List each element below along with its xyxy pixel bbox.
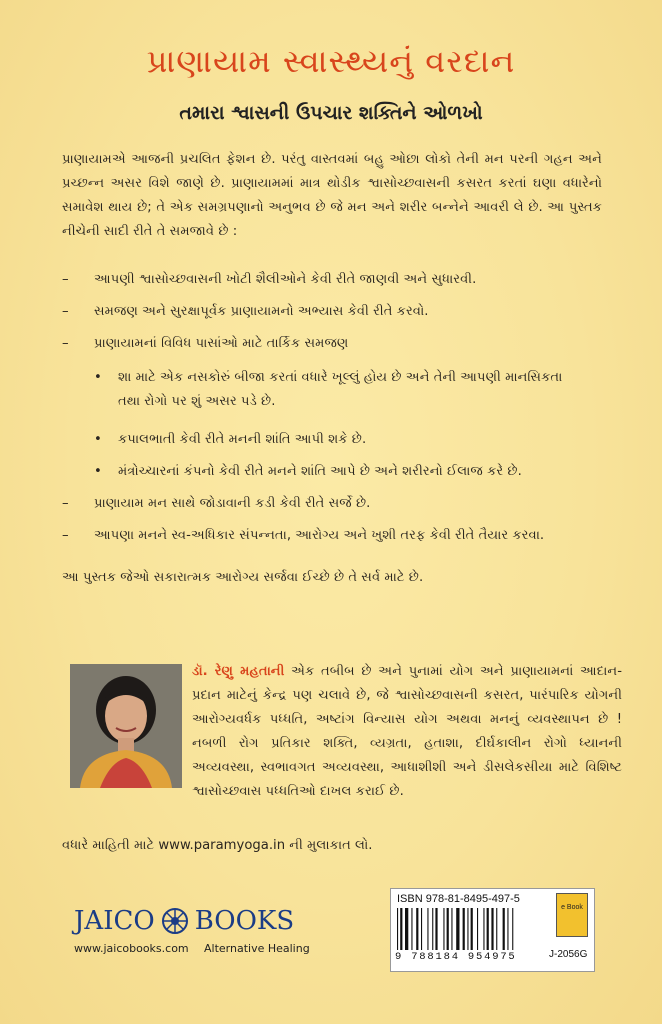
sub-list-item (94, 366, 574, 414)
intro-paragraph: પ્રાણાયામએ આજની પ્રચલિત ફેશન છે. પરંતુ વાસ્તવમાં બહુ ઓછા લોકો તેની મન પરની ગહન અને પ્રચ્છન્ન અસર વિશે જાણે છે. પ્રાણાયામમાં માત્ર થોડીક શ્વાસોચ્છવાસની કસરત કરતાં ઘણા વધારેનો સમાવેશ થાય છે; તે એક સમગ્રપણાનો અનુભવ છે જે મન અને શરીર બન્નેને આવરી લે છે. આ પુસ્તક નીચેની સાદી રીતે તે સમજાવે છે : (62, 152, 602, 239)
bullet-dot-icon: • (94, 432, 102, 447)
publisher-name-left: JAICO (74, 906, 155, 936)
list-item (62, 492, 370, 516)
dash-icon: – (62, 496, 69, 511)
author-name: ડૉ. રેણુ મહતાની (192, 664, 285, 679)
list-item-text: પ્રાણાયામનાં વિવિધ પાસાંઓ માટે તાર્કિક સમજણ (94, 336, 349, 351)
sub-list-item-text: મંત્રોચ્ચારનાં કંપનો કેવી રીતે મનને શાંતિ આપે છે અને શરીરનો ઈલાજ કરે છે. (118, 464, 522, 479)
book-subtitle: તમારા શ્વાસની ઉપચાર શક્તિને ઓળખો (179, 102, 483, 124)
barcode-panel (390, 888, 595, 972)
list-item (62, 300, 428, 324)
list-item (62, 268, 476, 292)
sub-list-item-text: કપાલભાતી કેવી રીતે મનની શાંતિ આપી શકે છે. (118, 432, 367, 447)
publisher-name-right: BOOKS (194, 906, 295, 936)
list-item-text: આપણી શ્વાસોચ્છવાસની ખોટી શૈલીઓને કેવી રીતે જાણવી અને સુધારવી. (94, 272, 477, 287)
dash-icon: – (62, 336, 69, 351)
bullet-dot-icon: • (94, 464, 102, 479)
isbn-text: ISBN 978-81-8495-497-5 (397, 893, 520, 905)
list-item (62, 524, 544, 548)
ebook-badge (556, 893, 588, 937)
bullet-dot-icon: • (94, 370, 102, 385)
dash-icon: – (62, 272, 69, 287)
list-item-text: પ્રાણાયામ મન સાથે જોડાવાની કડી કેવી રીતે સર્જે છે. (94, 496, 371, 511)
publisher-website: www.jaicobooks.com (74, 942, 189, 955)
chakra-icon (161, 907, 189, 935)
ebook-label: e Book (561, 904, 583, 911)
barcode-digits: 9 788184 954975 (395, 951, 517, 963)
dash-icon: – (62, 528, 69, 543)
list-item-text: આપણા મનને સ્વ-અધિકાર સંપન્નતા, આરોગ્ય અને ખુશી તરફ કેવી રીતે તૈયાર કરવા. (94, 528, 545, 543)
sub-list-item (94, 428, 574, 452)
author-bio (62, 660, 622, 804)
barcode (397, 908, 545, 950)
publisher-logo (74, 904, 294, 938)
list-item (62, 332, 348, 356)
closing-line: આ પુસ્તક જેઓ સકારાત્મક આરોગ્ય સર્જવા ઈચ્છે છે તે સર્વ માટે છે. (62, 570, 424, 585)
book-code: J-2056G (549, 949, 588, 960)
more-info-line: વધારે માહિતી માટે www.paramyoga.in ની મુલાકાત લો. (62, 838, 373, 853)
dash-icon: – (62, 304, 69, 319)
author-bio-text: એક તબીબ છે અને પુનામાં યોગ અને પ્રાણાયામનાં આદાન-પ્રદાન માટેનું કેન્દ્ર પણ ચલાવે છે, જે શ્વાસોચ્છવાસની કસરત, પારંપારિક યોગની આરોગ્યવર્ધક પધ્ધતિ, અષ્ટાંગ વિન્યાસ યોગ અથવા મનનું વ્યવસ્થાપન છે ! નબળી રોગ પ્રતિકાર શક્તિ, વ્યગ્રતા, હતાશા, દીર્ઘકાલીન રોગો ધ્યાનની અવ્યવસ્થા, સ્વભાવગત અવ્યવસ્થા, આધાશીશી અને ડીસલેકસીયા માટે વિશિષ્ટ શ્વાસોચ્છવાસ પધ્ધતિઓ દાખલ કરાઈ છે. (192, 664, 622, 799)
book-category: Alternative Healing (204, 942, 310, 955)
book-title: પ્રાણાયામ સ્વાસ્થ્યનું વરદાન (146, 42, 516, 80)
list-item-text: સમજણ અને સુરક્ષાપૂર્વક પ્રાણાયામનો અભ્યાસ કેવી રીતે કરવો. (94, 304, 429, 319)
sub-list-item-text: શા માટે એક નસકોરું બીજા કરતાં વધારે ખૂલ્લું હોય છે અને તેની આપણી માનસિકતા તથા રોગો પર શું અસર પડે છે. (118, 370, 563, 409)
sub-list-item (94, 460, 574, 484)
